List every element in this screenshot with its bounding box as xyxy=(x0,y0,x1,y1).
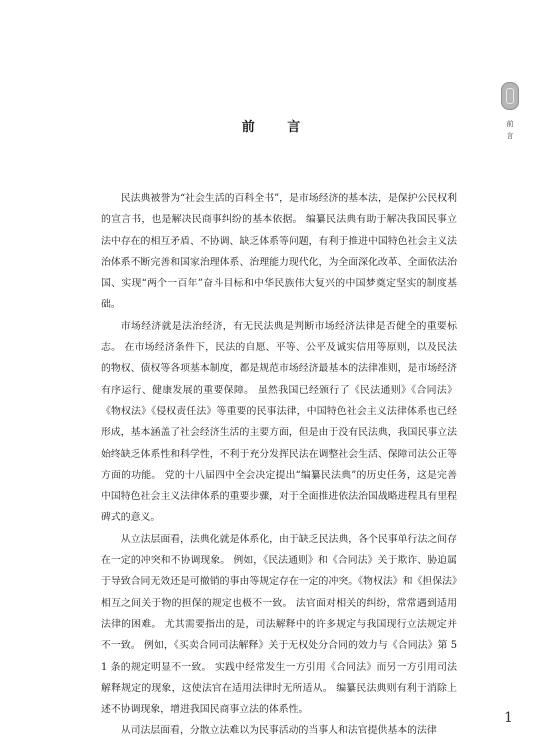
page-number: 1 xyxy=(504,710,513,726)
section-side-tab xyxy=(500,82,520,142)
paragraph-1: 民法典被誉为“社会生活的百科全书”，是市场经济的基本法，是保护公民权利的宣言书，也是解决民商事纠纷的基本依据。 编纂民法典有助于解决我国民事立法中存在的相互矛盾、不协调、缺乏体系等问题，有利于推进中国特色社会主义法治体系不断完善和国家治理体系、治理能力现代化，为全面深化改革、全面依法治国、实现“两个一百年”奋斗目标和中华民族伟大复兴的中国梦奠定坚实的制度基础。 xyxy=(101,193,457,311)
paragraph-2: 市场经济就是法治经济，有无民法典是判断市场经济法律是否健全的重要标志。 在市场经济条件下，民法的自愿、平等、公平及诚实信用等原则，以及民法的物权、债权等各项基本制度，都是规范市场经济最基本的法律准则，是市场经济有序运行、健康发展的重要保障。 虽然我国已经颁行了《民法通则》《合同法》《物权法》《侵权责任法》等重要的民事法律，中国特色社会主义法律体系也已经形成，基本涵盖了社会经济生活的主要方面，但是由于没有民法典，我国民事立法始终缺乏体系性和科学性，不利于充分发挥民法在调整社会生活、保障司法公正等方面的功能。 党的十八届四中全会决定提出“编纂民法典”的历史任务，这是完善中国特色社会主义法律体系的重要步骤，对于全面推进依法治国战略进程具有里程碑式的意义。 xyxy=(101,320,457,524)
page-title: 前 言 xyxy=(241,120,315,135)
section-tab-label: 前言 xyxy=(506,120,514,140)
section-tab-badge-icon xyxy=(501,82,519,110)
paragraph-4: 从司法层面看，分散立法难以为民事活动的当事人和法官提供基本的法律 xyxy=(120,725,437,737)
body-text xyxy=(101,188,457,742)
paragraph-3: 从立法层面看，法典化就是体系化，由于缺乏民法典，各个民事单行法之间存在一定的冲突和不协调现象。 例如，《民法通则》和《合同法》关于欺诈、胁迫属于导致合同无效还是可撤销的事由等规定存在一定的冲突。《物权法》和《担保法》相互之间关于物的担保的规定也极不一致。 法官面对相关的纠纷，常常遇到适用法律的困难。 尤其需要指出的是，司法解释中的许多规定与我国现行立法规定并不一致。 例如，《买卖合同司法解释》关于无权处分合同的效力与《合同法》第 51 条的规定明显不一致。 实践中经常发生一方引用《合同法》而另一方引用司法解释规定的现象，这使法官在适用法律时无所适从。 编纂民法典则有利于消除上述不协调现象，增进我国民商事立法的体系性。 xyxy=(101,533,457,716)
